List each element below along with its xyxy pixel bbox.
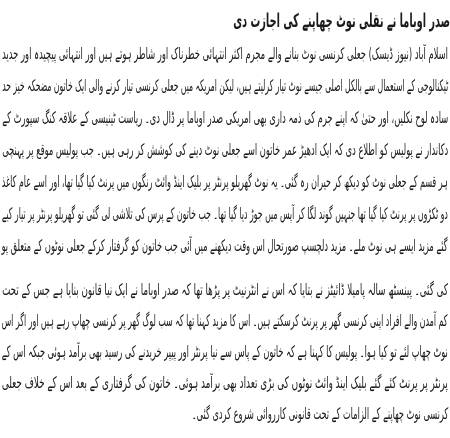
article-line-text: ٹیکنالوجی کے استعمال سے بالکل اصلی جیسے نوٹ تیار کرلیتے ہیں، لیکن امریکہ میں جعلی کرنسی تیار کرنے والی ایک خاتون مضحکہ خیز حد	[2, 76, 448, 95]
article-line	[0, 198, 450, 230]
article-line-text: دو ٹکڑوں پر پرنٹ کیا گیا تھا جنہیں گوند لگا کر آپس میں جوڑ دیا گیا تھا۔ جب خاتون کے پرس کی تلاشی لی گئی تو گھریلو پرنٹر پر تیار کیے	[2, 204, 448, 223]
article-line-text: کرنسی نوٹ چھاپنے کے الزامات کے تحت قانونی کارروائی شروع کردی گئی۔	[191, 404, 448, 423]
article-line-text: پرنٹر پر پرنٹ کئے گئے بلیک اینڈ وائٹ نوٹوں کی بڑی تعداد بھی برآمد ہوئی۔ خاتون کی گرفتاری کے بعد اس کے خلاف جعلی	[2, 373, 448, 392]
article-line	[0, 230, 450, 262]
article-line-text: سادہ لوح نکلیں، اور حتیٰ کہ اپنے جرم کی ذمہ داری بھی امریکی صدر اوباما پر ڈال دی۔ ریاست ٹینیسی کے علاقہ کنگ سپورٹ کے	[2, 108, 448, 127]
article-line-text: کم آمدن والے افراد اپنی کرنسی گھر پر پرنٹ کرسکتے ہیں۔ اس کا مزید کہنا تھا کہ سب لوگ گھر پر کرنسی چھاپ رہے ہیں اور اگر اس	[2, 311, 448, 330]
article-line-text: دکاندار نے پولیس کو اطلاع دی کہ ایک ادھیڑ عمر خاتون اسے جعلی نوٹ دینے کی کوشش کر رہی ہیں۔ جب پولیس موقع پر پہنچی	[2, 140, 448, 159]
paragraph	[0, 38, 450, 262]
article-line	[0, 336, 450, 367]
article-line	[0, 102, 450, 134]
article-line	[0, 38, 450, 70]
article-line-text: اسلام آباد (نیوز ڈیسک) جعلی کرنسی نوٹ بنانے والے مجرم اکثر انتہائی خطرناک اور شاطر ہوتے ہیں اور انتہائی پیچیدہ اور جدید	[1, 44, 448, 63]
article-line	[0, 398, 450, 429]
article-line-text: گئے مزید ایسے ہی نوٹ ملے۔ مزید دلچسپ صورتحال اس وقت دیکھنے میں آئی جب خاتون کو گرفتار کرکے جعلی نوٹوں کے متعلق پو	[2, 236, 448, 255]
article-line	[0, 274, 450, 305]
article-line-text: کی گئی۔ پینسٹھ سالہ پامیلا ڈائیٹز نے بتایا کہ اس نے انٹرنیٹ پر پڑھا تھا کہ صدر اوباما نے ایک نیا قانون بنایا ہے جس کے تحت	[2, 280, 448, 299]
headline-text: صدر اوباما نے نقلی نوٹ چھاپنے کی اجازت دی	[233, 10, 450, 32]
headline	[210, 4, 450, 38]
article-line-text: ہر قسم کے جعلی نوٹ کو دیکھ کر حیران رہ گئی۔ یہ نوٹ گھریلو پرنٹر پر بلیک اینڈ وائٹ رنگوں میں پرنٹ کیا گیا تھا، اور اسے عام کاغذ	[2, 172, 448, 191]
article-line	[0, 166, 450, 198]
paragraph	[0, 274, 450, 429]
article-line-text: نوٹ چھاپ لئے تو کیا ہوا۔ پولیس کا کہنا ہے کہ خاتون کے پاس سے نیا پرنٹر اور پیپر خریدنے کی رسید بھی برآمد ہوئی جبکہ اس کے	[2, 342, 448, 361]
article-line	[0, 134, 450, 166]
article-line	[0, 70, 450, 102]
article-line	[0, 367, 450, 398]
article-line	[0, 305, 450, 336]
